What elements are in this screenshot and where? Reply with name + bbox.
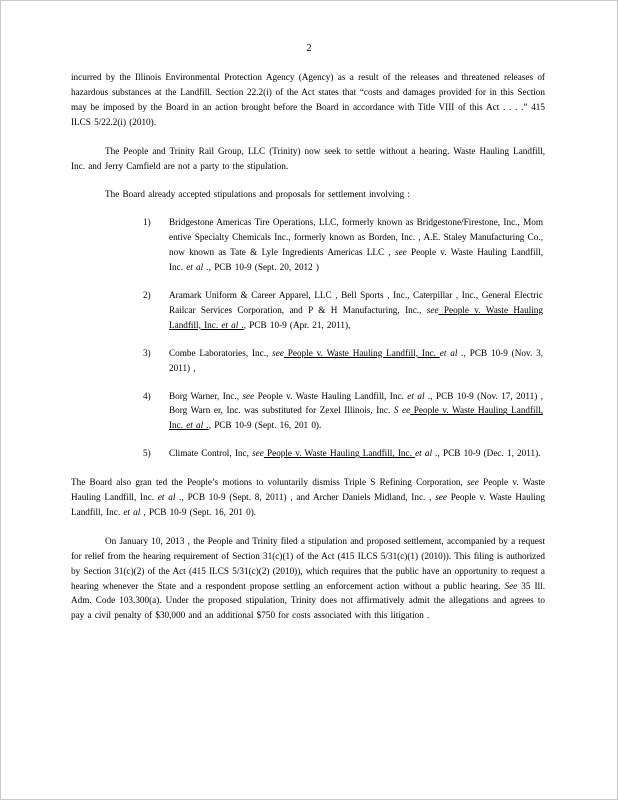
list-item-number: 1) xyxy=(143,217,151,228)
list-item-text: Bridgestone Americas Tire Operations, LLC, formerly known as Bridgestone/Firestone, Inc., Mom entive Specialty Chemicals Inc., formerly known as Borden, Inc. , A.E. Staley Manufacturing Co., now known as Tate & Lyle Ingredients Americas LLC , see People v. Waste Hauling Landfill, Inc. et al ., PCB 10-9 (Sept. 20, 2012 ) xyxy=(169,217,543,273)
list-item-text: Climate Control, Inc, see People v. Waste Hauling Landfill, Inc. et al ., PCB 10-9 (Dec. 1, 2011). xyxy=(169,448,541,459)
paragraph-4: The Board also gran ted the People’s motions to voluntarily dismiss Triple S Refining Corporation, see People v. Waste Hauling Landfill, Inc. et al ., PCB 10-9 (Sept. 8, 2011) , and Archer Daniels Midland, Inc. , see People v. Waste Hauling Landfill, Inc. et al , PCB 10-9 (Sept. 16, 201 0). xyxy=(71,477,545,517)
list-item xyxy=(71,202,545,275)
list-item xyxy=(71,333,545,376)
list-item-number: 3) xyxy=(143,347,151,358)
paragraph-5: On January 10, 2013 , the People and Trinity filed a stipulation and proposed settlement, accompanied by a request for relief from the hearing requirement of Section 31(c)(1) of the Act (415 ILCS 5/31(c)(1) (2010)). This filing is authorized by Section 31(c)(2) of the Act (415 ILCS 5/31(c)(2) (2010)), which requires that the public have an opportunity to request a hearing whenever the State and a respondent propose settling an enforcement action without a public hearing. See 35 Ill. Adm. Code 103.300(a). Under the proposed stipulation, Trinity does not affirmatively admit the allegations and agrees to pay a civil penalty of $30,000 and an additional $750 for costs associated with this litigation . xyxy=(71,535,545,621)
list-item-number: 4) xyxy=(143,390,151,401)
list-item-number: 5) xyxy=(143,448,151,459)
list-item-text: Aramark Uniform & Career Apparel, LLC , Bell Sports , Inc., Caterpillar , Inc., General Electric Railcar Services Corporation, and P & H Manufacturing, Inc., see People v. Waste Hauling Landfill, Inc. et al ., PCB 10-9 (Apr. 21, 2011), xyxy=(169,289,543,330)
page-number: 2 xyxy=(306,43,312,54)
list-item-number: 2) xyxy=(143,289,151,300)
list-item xyxy=(71,433,545,461)
list-item xyxy=(71,376,545,434)
paragraph-2: The People and Trinity Rail Group, LLC (Trinity) now seek to settle without a hearing. Waste Hauling Landfill, Inc. and Jerry Camfield are not a party to the stipulation. xyxy=(71,145,545,171)
paragraph-3: The Board already accepted stipulations and proposals for settlement involving : xyxy=(105,189,410,200)
numbered-list xyxy=(71,202,545,461)
paragraph-1: incurred by the Illinois Environmental Protection Agency (Agency) as a result of the releases and threatened releases of hazardous substances at the Landfill. Section 22.2(i) of the Act states that “costs and damages provided for in this Section may be imposed by the Board in an action brought before the Board in accordance with Title VIII of this Act . . . .” 415 ILCS 5/22.2(i) (2010). xyxy=(71,72,545,127)
list-item xyxy=(71,275,545,333)
list-item-text: Borg Warner, Inc., see People v. Waste Hauling Landfill, Inc. et al ., PCB 10-9 (Nov. 17, 2011) , Borg Warn er, Inc. was substituted for Zexel Illinois, Inc. S ee People v. Waste Hauling Landfill, Inc. et al ., PCB 10-9 (Sept. 16, 201 0). xyxy=(169,390,544,431)
list-item-text: Combe Laboratories, Inc., see People v. Waste Hauling Landfill, Inc. et al ., PCB 10-9 (Nov. 3, 2011) , xyxy=(169,347,544,373)
document-body xyxy=(1,54,617,623)
